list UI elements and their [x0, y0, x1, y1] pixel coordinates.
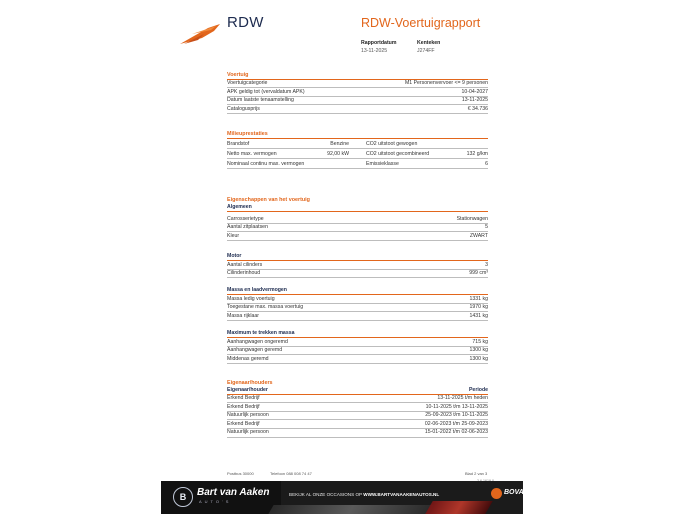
row-value: 715 kg — [472, 338, 488, 345]
table-row — [227, 270, 488, 279]
rdw-logo-icon — [178, 22, 222, 46]
row-label: Erkend Bedrijf — [227, 395, 260, 402]
section-eigenaren — [227, 380, 488, 438]
banner-decoration — [425, 501, 493, 514]
table-row — [227, 105, 488, 114]
column-header-period: Periode — [468, 386, 488, 393]
row-label: Carrosserietype — [227, 215, 264, 222]
subsection-title: Algemeen — [227, 204, 252, 210]
row-label: Natuurlijk persoon — [227, 429, 269, 436]
row-value: Stationwagen — [456, 215, 488, 222]
section-milieu — [227, 131, 488, 169]
row-value: 25-09-2023 t/m 10-11-2025 — [425, 412, 488, 419]
table-row — [227, 139, 488, 149]
bovag-label: BOVAG — [504, 489, 530, 496]
section-trekken — [227, 329, 488, 364]
subsection-title: Motor — [227, 253, 242, 259]
row-value: 92,00 kW — [327, 150, 349, 157]
footer-postbus: Postbus 30000 — [227, 471, 254, 476]
row-label: Datum laatste tenaamstelling — [227, 97, 294, 104]
row-value: Benzine — [330, 140, 349, 147]
row-label: Aantal zitplaatsen — [227, 224, 268, 231]
table-row — [227, 224, 488, 233]
row-value: M1 Personenvervoer <= 9 personen — [404, 80, 488, 86]
row-value: 132 g/km — [466, 150, 488, 157]
section-title: Eigenaar/houders — [227, 380, 273, 386]
section-massa — [227, 286, 488, 321]
row-value: 1300 kg — [469, 347, 488, 354]
row-value: 1331 kg — [469, 295, 488, 302]
report-date-value: 13-11-2025 — [361, 48, 388, 54]
row-label: Netto max. vermogen — [227, 150, 277, 157]
section-title: Voertuig — [227, 72, 249, 78]
row-label: Aanhangwagen ongeremd — [227, 338, 288, 345]
dealer-logo-icon: B — [173, 487, 193, 507]
footer-page-number: Blad 2 van 3 — [465, 471, 488, 476]
table-row — [227, 312, 488, 321]
section-title: Eigenschappen van het voertuig — [227, 197, 310, 203]
row-value — [312, 159, 349, 168]
dealer-cta-url[interactable]: WWW.BARTVANAAKENAUTOS.NL — [363, 492, 440, 497]
section-title: Milieuprestaties — [227, 131, 268, 137]
report-title: RDW-Voertuigrapport — [361, 16, 481, 30]
row-value: 1300 kg — [469, 355, 488, 362]
row-label: Erkend Bedrijf — [227, 420, 260, 427]
row-label: CO2 uitstoot gecombineerd — [366, 150, 430, 157]
table-row — [227, 261, 488, 270]
report-date-label: Rapportdatum — [361, 40, 397, 46]
row-label: APK geldig tot (vervaldatum APK) — [227, 88, 305, 95]
row-label: Aantal cilinders — [227, 261, 263, 268]
row-value: 1970 kg — [469, 304, 488, 311]
row-value: 13-11-2025 t/m heden — [437, 395, 488, 402]
table-row — [227, 355, 488, 364]
dealer-name: Bart van Aaken — [197, 487, 270, 498]
brand-name: RDW — [227, 14, 264, 31]
section-voertuig — [227, 72, 488, 114]
row-value: ZWART — [469, 232, 488, 239]
subsection-title: Massa en laadvermogen — [227, 287, 287, 293]
section-eigenschappen — [227, 197, 488, 241]
dealer-cta[interactable] — [289, 492, 439, 497]
row-label: Massa rijklaar — [227, 312, 259, 319]
table-row — [227, 232, 488, 241]
row-label: Emissieklasse — [366, 160, 399, 167]
table-row — [227, 429, 488, 438]
table-row — [227, 97, 488, 106]
table-row — [227, 149, 488, 159]
column-header-owner: Eigenaar/houder — [227, 386, 268, 393]
row-value: 999 cm³ — [469, 270, 488, 277]
row-label: Massa ledig voertuig — [227, 295, 275, 302]
plate-value: J274FF — [417, 48, 435, 54]
row-value: 5 — [485, 224, 488, 231]
row-label: Erkend Bedrijf — [227, 403, 260, 410]
row-value: 10-04-2027 — [461, 88, 488, 95]
row-label: Catalogusprijs — [227, 105, 260, 112]
report-date-block — [361, 39, 396, 55]
row-value: 3 — [485, 261, 488, 268]
row-label: CO2 uitstoot gewogen — [366, 140, 418, 147]
row-value: 02-06-2023 t/m 25-09-2023 — [424, 420, 488, 427]
row-label: Toegestane max. massa voertuig — [227, 304, 304, 311]
row-label: Aanhangwagen geremd — [227, 347, 283, 354]
table-row — [227, 159, 488, 169]
section-motor — [227, 252, 488, 278]
row-label: Brandstof — [227, 140, 250, 147]
dealer-cta-text: BEKIJK AL ONZE OCCASIONS OP — [289, 492, 363, 497]
row-value — [443, 139, 488, 148]
subsection-divider — [227, 211, 488, 212]
row-value: 6 — [485, 160, 488, 167]
dealer-subtitle: AUTO'S — [199, 499, 232, 504]
row-value: 13-11-2025 — [461, 97, 488, 104]
row-value: € 34.736 — [467, 105, 488, 112]
row-value: 15-01-2022 t/m 02-06-2023 — [424, 429, 488, 436]
row-label: Middenas geremd — [227, 355, 269, 362]
row-label: Kleur — [227, 232, 240, 239]
row-label: Cilinderinhoud — [227, 270, 261, 277]
row-value: 10-11-2025 t/m 13-11-2025 — [425, 403, 488, 410]
row-label: Voertuigcategorie — [227, 80, 268, 86]
row-label: Nominaal continu max. vermogen — [227, 160, 305, 167]
table-row — [227, 304, 488, 313]
dealer-banner[interactable] — [161, 481, 530, 514]
subsection-title: Maximum te trekken massa — [227, 330, 295, 336]
banner-decoration — [268, 505, 433, 514]
plate-label: Kenteken — [417, 40, 441, 46]
plate-block — [417, 39, 440, 55]
bovag-logo-icon — [491, 488, 502, 499]
row-value: 1431 kg — [469, 312, 488, 319]
footer-telefoon: Telefoon 088 008 74 47 — [270, 471, 312, 476]
row-label: Natuurlijk persoon — [227, 412, 269, 419]
